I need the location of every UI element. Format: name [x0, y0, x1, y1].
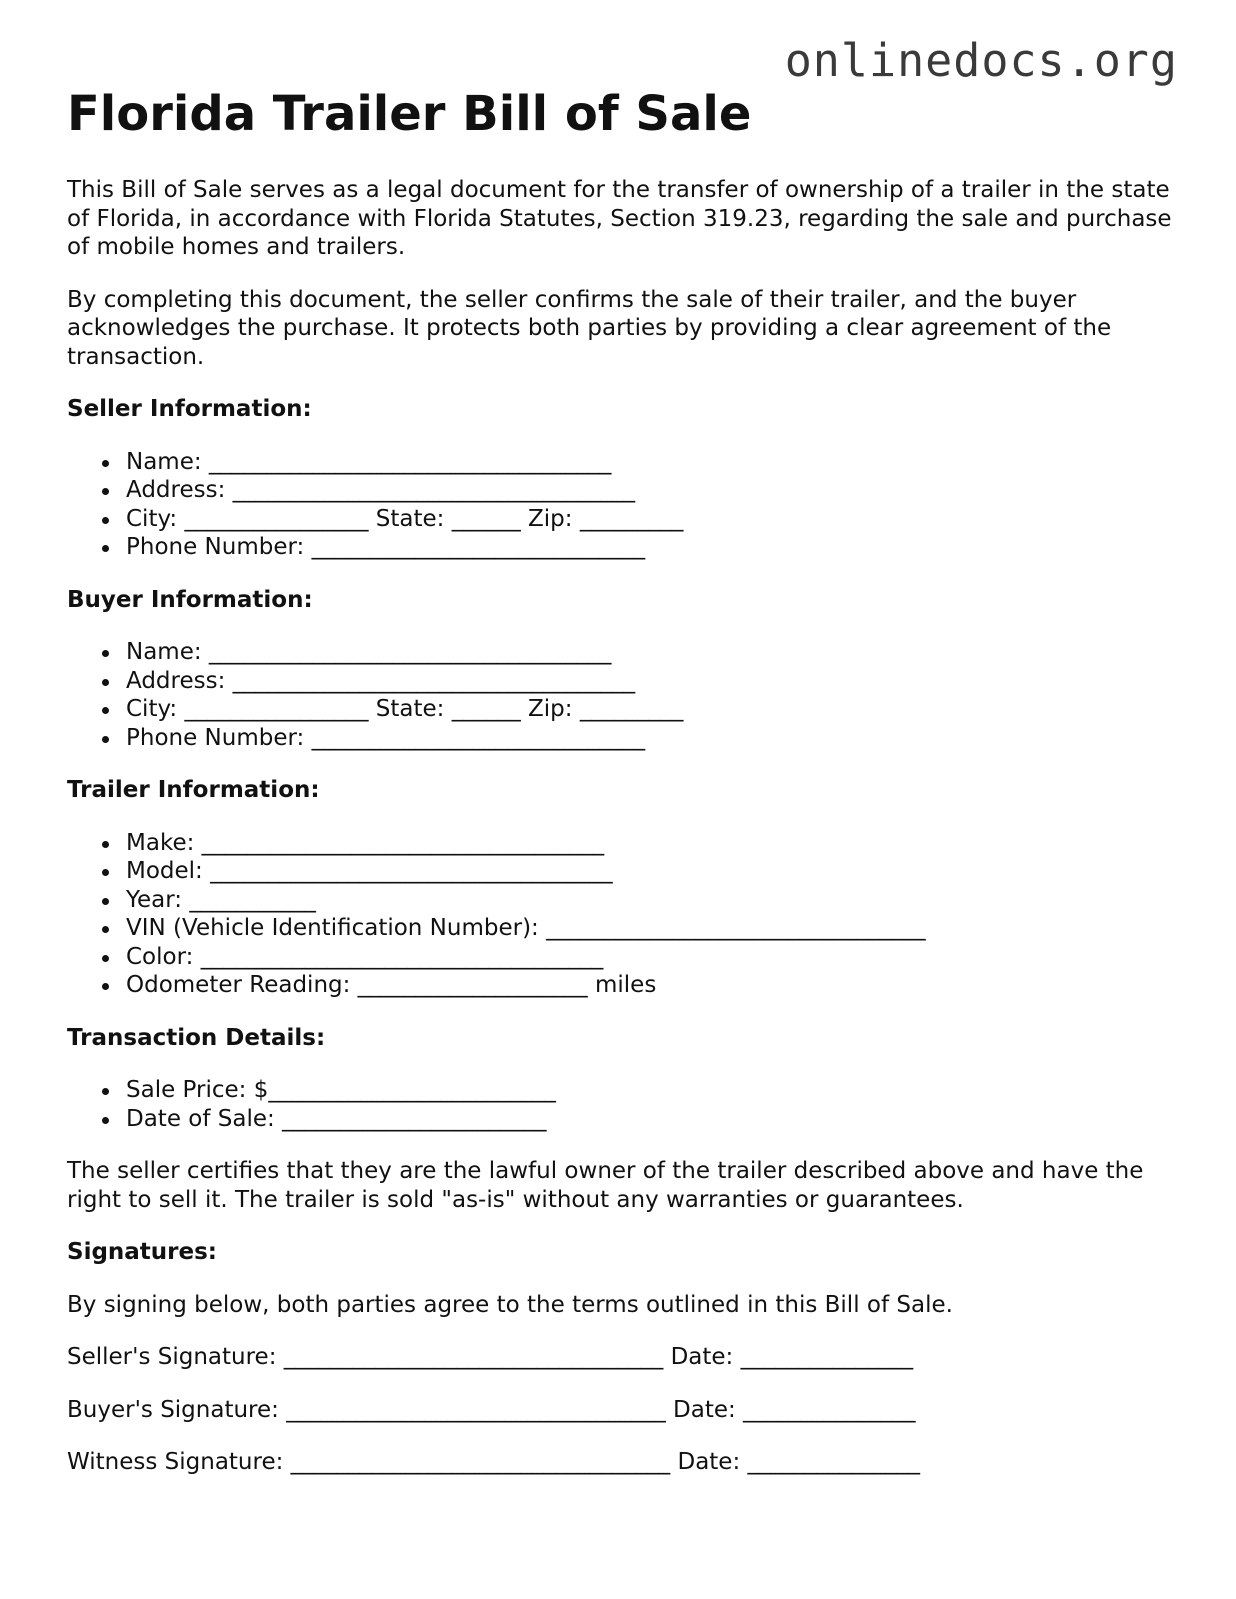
buyer-address-field: Address: ___________________________________: [126, 667, 1177, 696]
seller-address-field: Address: ___________________________________: [126, 476, 1177, 505]
document-page: [67, 84, 1177, 1501]
signatures-intro: By signing below, both parties agree to the terms outlined in this Bill of Sale.: [67, 1291, 953, 1318]
trailer-year-field: Year: ___________: [126, 886, 1177, 915]
certification-paragraph: The seller certifies that they are the lawful owner of the trailer described above and have the right to sell it. The trailer is sold "as-is" without any warranties or guarantees.: [67, 1158, 1144, 1213]
watermark: onlinedocs.org: [784, 34, 1178, 87]
buyer-signature-line: Buyer's Signature: _________________________________ Date: _______________: [67, 1396, 916, 1423]
seller-signature-line: Seller's Signature: _________________________________ Date: _______________: [67, 1344, 914, 1370]
trailer-make-field: Make: ___________________________________: [126, 829, 1177, 858]
trailer-fields: [67, 829, 1177, 1000]
sale-price-field: Sale Price: $_________________________: [126, 1076, 1177, 1105]
buyer-fields: [67, 638, 1177, 752]
transaction-fields: [67, 1076, 1177, 1133]
transaction-heading: Transaction Details:: [67, 1024, 326, 1051]
trailer-color-field: Color: ___________________________________: [126, 943, 1177, 972]
seller-phone-field: Phone Number: _____________________________: [126, 533, 1177, 562]
page-title: Florida Trailer Bill of Sale: [67, 86, 752, 142]
buyer-name-field: Name: ___________________________________: [126, 638, 1177, 667]
seller-name-field: Name: ___________________________________: [126, 448, 1177, 477]
buyer-heading: Buyer Information:: [67, 586, 313, 613]
trailer-model-field: Model: ___________________________________: [126, 857, 1177, 886]
sale-date-field: Date of Sale: _______________________: [126, 1105, 1177, 1134]
buyer-phone-field: Phone Number: _____________________________: [126, 724, 1177, 753]
signatures-heading: Signatures:: [67, 1239, 218, 1265]
seller-heading: Seller Information:: [67, 396, 312, 422]
trailer-odometer-field: Odometer Reading: ____________________ miles: [126, 971, 1177, 1000]
seller-city-state-zip-field: City: ________________ State: ______ Zip: _________: [126, 505, 1177, 534]
witness-signature-line: Witness Signature: _________________________________ Date: _______________: [67, 1449, 921, 1475]
trailer-vin-field: VIN (Vehicle Identification Number): _________________________________: [126, 914, 1177, 943]
intro-paragraph-1: This Bill of Sale serves as a legal document for the transfer of ownership of a trailer in the state of Florida, in accordance with Florida Statutes, Section 319.23, regarding the sale and purchase of mobile homes and trailers.: [67, 177, 1172, 260]
trailer-heading: Trailer Information:: [67, 777, 320, 803]
seller-fields: [67, 448, 1177, 562]
buyer-city-state-zip-field: City: ________________ State: ______ Zip: _________: [126, 695, 1177, 724]
intro-paragraph-2: By completing this document, the seller confirms the sale of their trailer, and the buyer acknowledges the purchase. It protects both parties by providing a clear agreement of the transaction.: [67, 286, 1112, 370]
